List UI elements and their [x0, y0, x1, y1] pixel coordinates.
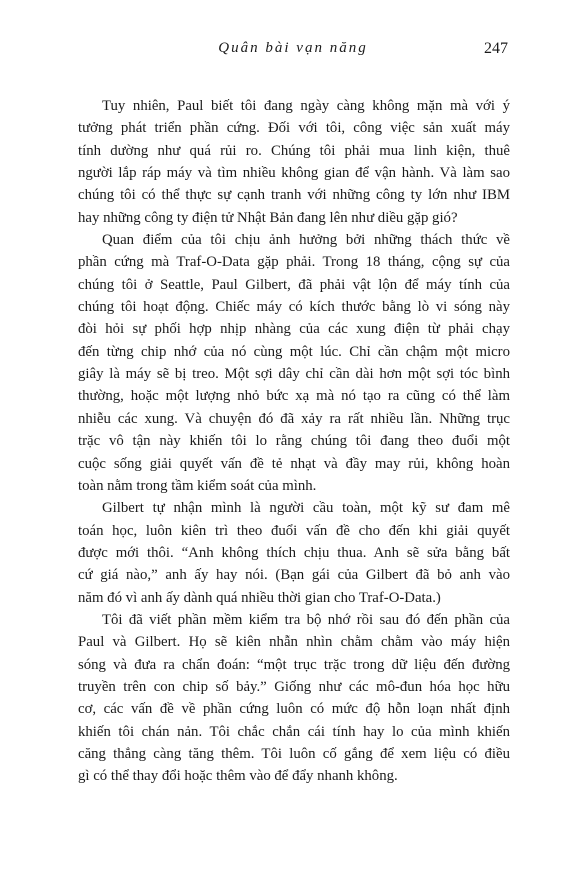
running-header	[78, 40, 508, 64]
text-line: Paul và Gilbert. Họ sẽ kiên nhẫn nhìn chằm chằm vào máy hiện	[78, 634, 510, 651]
paragraph	[78, 229, 510, 497]
text-line: Gilbert tự nhận mình là người cầu toàn, một kỹ sư đam mê	[102, 500, 510, 517]
text-line: đến từng chip nhớ của nó cùng một lúc. Chỉ cần chậm một micro	[78, 343, 510, 360]
text-line: thường, hoặc một lượng nhỏ bức xạ mà nó tạo ra cũng có thể làm	[78, 388, 510, 405]
page-number: 247	[484, 40, 508, 57]
text-line: Tuy nhiên, Paul biết tôi đang ngày càng không mặn mà với ý	[102, 98, 510, 114]
text-line: chúng tôi hoạt động. Chiếc máy có kích thước bằng lò vi sóng này	[78, 299, 510, 316]
text-line: hay những công ty điện tử Nhật Bản đang lên như diều gặp gió?	[78, 209, 458, 226]
body-text	[78, 95, 510, 788]
text-line: cơ, các vấn đề về phần cứng luôn có mức độ hỗn loạn nhất định	[78, 701, 510, 718]
running-title: Quân bài vạn năng	[218, 40, 368, 56]
text-line: nhiễu các xung. Và chuyện đó đã xảy ra rất nhiều lần. Những trục	[78, 410, 510, 427]
text-line: giây là máy sẽ bị treo. Một sợi dây chỉ cần dài hơn một sợi tóc bình	[78, 366, 510, 383]
text-line: đòi hỏi sự phối hợp nhịp nhàng của các xung điện từ phải chạy	[78, 321, 510, 338]
text-line: toán học, luôn kiên trì theo đuổi vấn đề cho đến khi giải quyết	[78, 522, 510, 539]
text-line: cứ giá nào,” anh ấy hay nói. (Bạn gái của Gilbert đã bỏ anh vào	[78, 567, 510, 584]
paragraph	[78, 609, 510, 788]
text-line: cuộc sống giải quyết vấn đề tẻ nhạt và đầy may rủi, không hoàn	[78, 455, 510, 472]
paragraph	[78, 95, 510, 229]
text-line: chúng tôi ở Seattle, Paul Gilbert, đã phải vật lộn để máy tính của	[78, 276, 510, 293]
text-line: phần cứng mà Traf-O-Data gặp phải. Trong 18 tháng, cộng sự của	[78, 254, 510, 271]
text-line: gì có thể thay đổi hoặc thêm vào để đẩy nhanh không.	[78, 768, 398, 785]
paragraph	[78, 497, 510, 609]
text-line: căng thẳng càng tăng thêm. Tôi luôn cố gắng để xem liệu có điều	[78, 745, 510, 762]
text-line: được mới thôi. “Anh không thích chịu thua. Anh sẽ sửa bằng bất	[78, 544, 510, 561]
text-line: sóng và đưa ra chẩn đoán: “một trục trặc trong dữ liệu đến đường	[78, 656, 510, 673]
text-line: Quan điểm của tôi chịu ảnh hưởng bởi những thách thức về	[102, 232, 510, 249]
text-line: tưởng phát triển phần cứng. Đối với tôi, công việc sản xuất máy	[78, 120, 510, 137]
text-line: năm đó vì anh ấy dành quá nhiều thời gian cho Traf-O-Data.)	[78, 589, 441, 606]
text-line: người lắp ráp máy và tìm nhiều không gian để vận hành. Và làm sao	[78, 165, 510, 182]
text-line: Tôi đã viết phần mềm kiểm tra bộ nhớ rồi sau đó đến phần của	[102, 611, 510, 628]
text-line: tính dường như quá rủi ro. Chúng tôi phải mua linh kiện, thuê	[78, 142, 510, 159]
text-line: chúng tôi có thể thực sự cạnh tranh với những công ty lớn như IBM	[78, 187, 510, 204]
text-line: truyền trên con chip số bảy.” Giống như các mô-đun hóa học hữu	[78, 678, 510, 695]
text-line: khiến tôi chán nản. Tôi chắc chắn cái tính hay lo của mình khiến	[78, 723, 510, 740]
text-line: toàn nằm trong tầm kiểm soát của mình.	[78, 477, 317, 494]
text-line: trặc vô tận này khiến tôi lo rằng chúng tôi đang theo đuổi một	[78, 433, 510, 450]
